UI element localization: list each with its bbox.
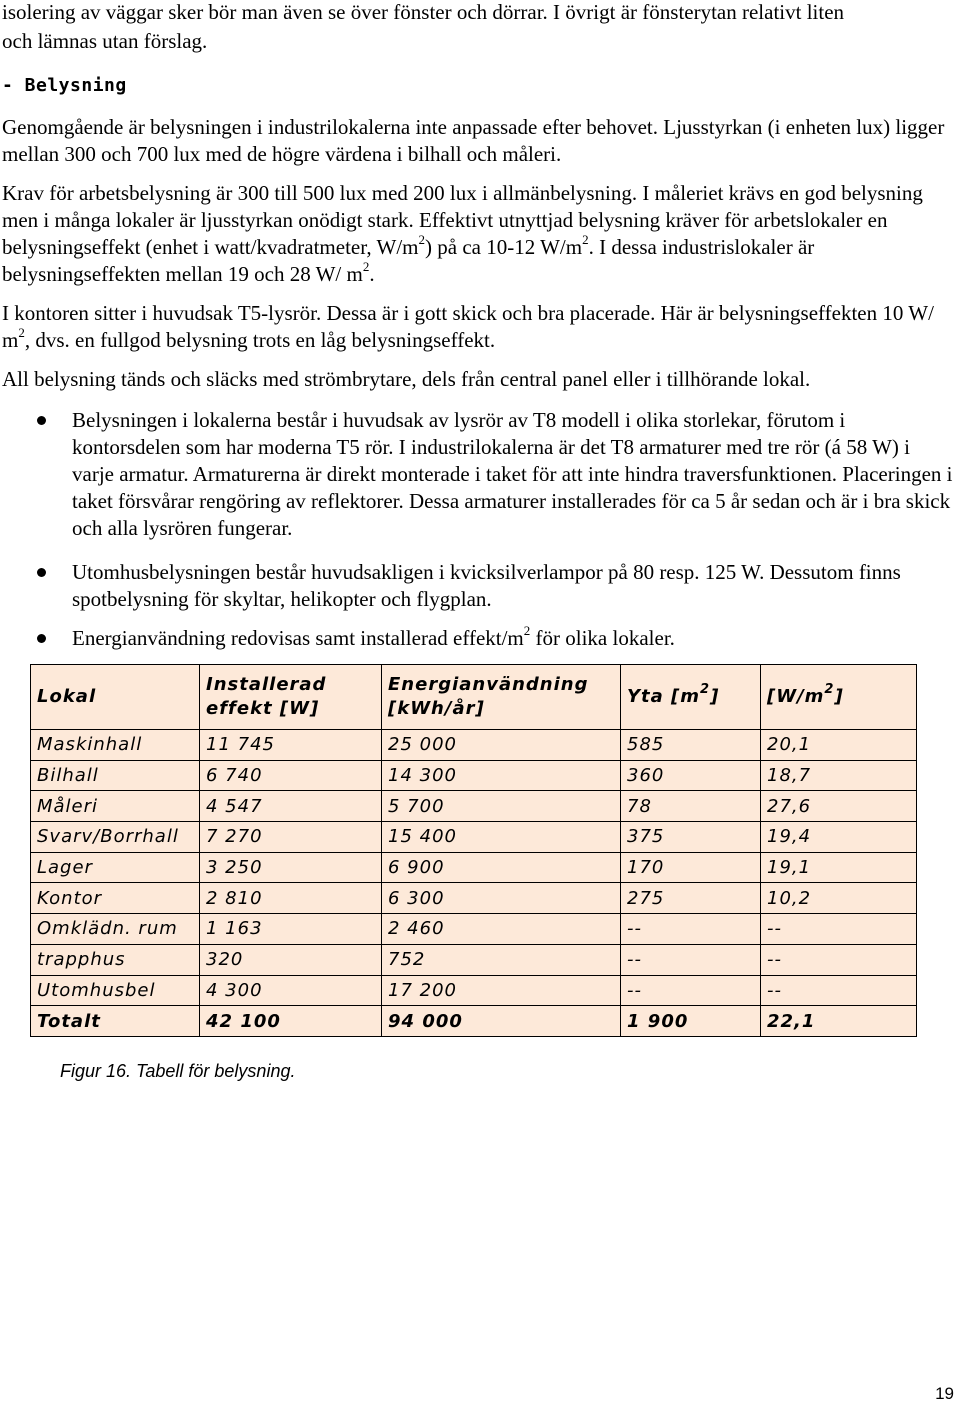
cell-yta: 360 — [621, 760, 761, 791]
cell-energi: 6 900 — [382, 852, 621, 883]
cell-energi: 6 300 — [382, 883, 621, 914]
cell-w-per-m2: 18,7 — [761, 760, 917, 791]
cell-energi: 25 000 — [382, 730, 621, 761]
paragraph-kontoren: I kontoren sitter i huvudsak T5-lysrör. Dessa är i gott skick och bra placerade. Här är belysningseffekten 10 W/ $m^2$, dvs. en fullgod belysning trots en låg belysningseffekt. — [2, 301, 934, 352]
table-row — [31, 822, 917, 853]
total-cell-energi: 94 000 — [382, 1006, 621, 1037]
table-row — [31, 852, 917, 883]
paragraph-strombrytare: All belysning tänds och släcks med strömbrytare, dels från central panel eller i tillhörande lokal. — [2, 367, 811, 391]
cell-w-per-m2: 27,6 — [761, 791, 917, 822]
cell-w-per-m2: 19,4 — [761, 822, 917, 853]
header-energianvandning: Energianvändning [kWh/år] — [382, 665, 621, 730]
cell-w-per-m2: 20,1 — [761, 730, 917, 761]
paragraph-krav: Krav för arbetsbelysning är 300 till 500 lux med 200 lux i allmänbelysning. I måleriet krävs en god belysning men i många lokaler är ljusstyrkan onödigt stark. Effektivt utnyttjad belysning kräver för arbetslokaler en belysningseffekt (enhet i watt/kvadratmeter, $W/m^2$) på ca 10-12 $W/m^2$. I dessa industrislokaler är belysningseffekten mellan 19 och 28 W/ $m^2$. — [2, 181, 923, 286]
header-w-per-m2: $[W/m^2]$ — [761, 665, 917, 730]
cell-w-per-m2: -- — [761, 914, 917, 945]
cell-effekt: 11 745 — [200, 730, 382, 761]
paragraph-ljusstyrka: Genomgående är belysningen i industrilokalerna inte anpassade efter behovet. Ljusstyrkan (i enheten lux) ligger mellan 300 och 700 lux med de högre värdena i bilhall och måleri. — [2, 115, 945, 166]
cell-effekt: 2 810 — [200, 883, 382, 914]
cell-energi: 2 460 — [382, 914, 621, 945]
table-row — [31, 883, 917, 914]
table-row — [31, 791, 917, 822]
total-cell-w-per-m2: 22,1 — [761, 1006, 917, 1037]
table-body — [31, 665, 917, 1037]
bullet-icon — [37, 568, 46, 577]
bullet-lysror: Belysningen i lokalerna består i huvudsak av lysrör av T8 modell i olika storlekar, förutom i kontorsdelen som har moderna T5 rör. I industrilokalerna är det T8 armaturer med tre rör (á 58 W) i varje armatur. Armaturerna är direkt monterade i taket för att inte hindra traversfunktionen. Placeringen i taket försvårar rengöring av reflektorer. Dessa armaturer installerades för ca 5 år sedan och är i bra skick och alla lysrören fungerar. — [72, 408, 953, 540]
cell-w-per-m2: -- — [761, 975, 917, 1006]
cell-lokal: Svarv/Borrhall — [31, 822, 200, 853]
cell-effekt: 7 270 — [200, 822, 382, 853]
figure-caption: Figur 16. Tabell för belysning. — [60, 1061, 296, 1081]
bullet-icon — [37, 416, 46, 425]
cell-energi: 15 400 — [382, 822, 621, 853]
cell-lokal: Bilhall — [31, 760, 200, 791]
intro-line-2: och lämnas utan förslag. — [2, 29, 208, 53]
cell-yta: 585 — [621, 730, 761, 761]
cell-energi: 752 — [382, 944, 621, 975]
table-row — [31, 975, 917, 1006]
bullet-energianvandning: Energianvändning redovisas samt installerad effekt/$m^2$ för olika lokaler. — [72, 623, 675, 650]
cell-effekt: 6 740 — [200, 760, 382, 791]
cell-yta: 375 — [621, 822, 761, 853]
header-lokal: Lokal — [31, 665, 200, 730]
total-cell-lokal: Totalt — [31, 1006, 200, 1037]
cell-effekt: 320 — [200, 944, 382, 975]
cell-lokal: Maskinhall — [31, 730, 200, 761]
table-row — [31, 730, 917, 761]
cell-energi: 14 300 — [382, 760, 621, 791]
cell-energi: 5 700 — [382, 791, 621, 822]
header-installerad-effekt: Installerad effekt [W] — [200, 665, 382, 730]
cell-w-per-m2: -- — [761, 944, 917, 975]
cell-lokal: Kontor — [31, 883, 200, 914]
header-yta: Yta $[m^2]$ — [621, 665, 761, 730]
cell-lokal: Lager — [31, 852, 200, 883]
cell-lokal: Måleri — [31, 791, 200, 822]
cell-lokal: trapphus — [31, 944, 200, 975]
cell-effekt: 3 250 — [200, 852, 382, 883]
table-row — [31, 760, 917, 791]
cell-yta: -- — [621, 914, 761, 945]
cell-effekt: 4 300 — [200, 975, 382, 1006]
cell-effekt: 4 547 — [200, 791, 382, 822]
bullet-utomhus: Utomhusbelysningen består huvudsakligen i kvicksilverlampor på 80 resp. 125 W. Dessutom finns spotbelysning för skyltar, helikopter och flygplan. — [72, 560, 901, 611]
cell-yta: -- — [621, 944, 761, 975]
cell-energi: 17 200 — [382, 975, 621, 1006]
table-row — [31, 944, 917, 975]
cell-yta: 170 — [621, 852, 761, 883]
cell-yta: 78 — [621, 791, 761, 822]
page-number: 19 — [935, 1384, 954, 1403]
cell-effekt: 1 163 — [200, 914, 382, 945]
total-cell-effekt: 42 100 — [200, 1006, 382, 1037]
table-row — [31, 914, 917, 945]
section-heading-belysning: - Belysning — [2, 75, 127, 96]
belysning-table — [30, 664, 917, 1037]
cell-yta: -- — [621, 975, 761, 1006]
cell-yta: 275 — [621, 883, 761, 914]
bullet-icon — [37, 634, 46, 643]
cell-lokal: Utomhusbel — [31, 975, 200, 1006]
intro-line-1: isolering av väggar sker bör man även se över fönster och dörrar. I övrigt är fönsterytan relativt liten — [2, 0, 845, 24]
cell-w-per-m2: 19,1 — [761, 852, 917, 883]
cell-w-per-m2: 10,2 — [761, 883, 917, 914]
total-cell-yta: 1 900 — [621, 1006, 761, 1037]
cell-lokal: Omklädn. rum — [31, 914, 200, 945]
table-total-row — [31, 1006, 917, 1037]
table-header-row — [31, 665, 917, 730]
